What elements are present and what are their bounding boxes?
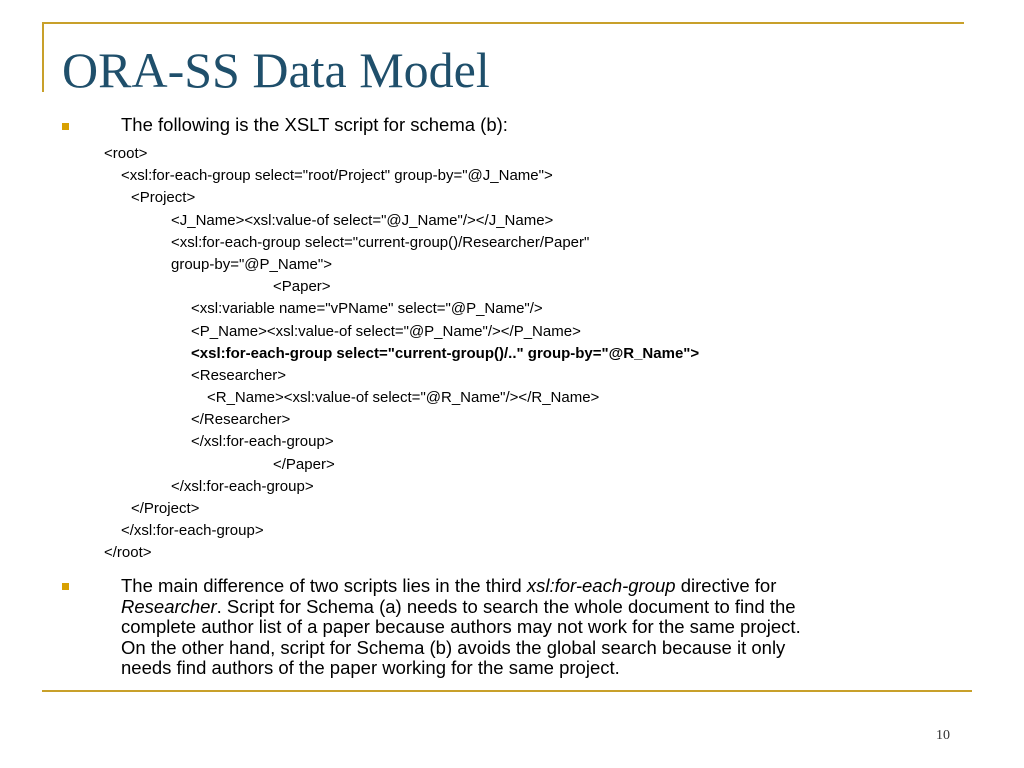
code-line-text: group-by="@P_Name"> xyxy=(171,255,332,273)
code-line xyxy=(0,165,1024,187)
code-line-text: </xsl:for-each-group> xyxy=(171,477,314,495)
code-line xyxy=(0,298,1024,320)
bullet-marker-2 xyxy=(62,583,69,590)
code-line-text: </Paper> xyxy=(273,455,335,473)
note-text: . Script for Schema (a) needs to search the whole document to find the xyxy=(216,595,796,617)
code-line xyxy=(0,498,1024,520)
code-line-text: <Paper> xyxy=(273,278,331,296)
frame-top-line xyxy=(42,22,964,24)
code-line-text: <xsl:for-each-group select="current-group()/Researcher/Paper" xyxy=(171,233,590,251)
bottom-rule xyxy=(42,690,972,692)
code-line xyxy=(0,365,1024,387)
frame-left-line xyxy=(42,22,44,92)
code-line-text: <P_Name><xsl:value-of select="@P_Name"/></P_Name> xyxy=(191,322,581,340)
code-line-text: <xsl:variable name="vPName" select="@P_Name"/> xyxy=(191,300,543,318)
xslt-code-block xyxy=(0,143,1024,565)
code-line-text: </xsl:for-each-group> xyxy=(191,433,334,451)
note-text: The main difference of two scripts lies in the third xyxy=(121,575,527,596)
note-text: directive for xyxy=(675,575,777,596)
note-line-2 xyxy=(121,597,921,618)
code-line xyxy=(0,542,1024,564)
bullet-text-2 xyxy=(121,576,921,679)
code-line-text: <J_Name><xsl:value-of select="@J_Name"/></J_Name> xyxy=(171,211,554,229)
code-line xyxy=(0,520,1024,542)
bullet-marker-1 xyxy=(62,123,69,130)
code-line-text: <xsl:for-each-group select="current-group()/.." group-by="@R_Name"> xyxy=(191,344,700,362)
code-line xyxy=(0,210,1024,232)
code-line xyxy=(0,343,1024,365)
note-italic-term: xsl:for-each-group xyxy=(526,575,676,596)
code-line xyxy=(0,409,1024,431)
code-line-text: <Project> xyxy=(131,189,196,207)
code-line xyxy=(0,476,1024,498)
code-line xyxy=(0,187,1024,209)
code-line xyxy=(0,387,1024,409)
note-line-3: complete author list of a paper because authors may not work for the same project. xyxy=(121,616,801,638)
code-line xyxy=(0,276,1024,298)
code-line-text: </Project> xyxy=(131,500,200,517)
code-line xyxy=(0,454,1024,476)
note-line-1 xyxy=(121,576,921,597)
slide-title: ORA-SS Data Model xyxy=(62,42,490,98)
bullet-text-1: The following is the XSLT script for schema (b): xyxy=(121,114,508,135)
code-line-text: <root> xyxy=(104,145,148,162)
code-line xyxy=(0,143,1024,165)
note-italic-term: Researcher xyxy=(121,595,217,617)
code-line xyxy=(0,431,1024,453)
code-line-text: <R_Name><xsl:value-of select="@R_Name"/></R_Name> xyxy=(207,389,600,407)
page-number: 10 xyxy=(936,728,950,743)
code-line xyxy=(0,254,1024,276)
code-line-text: </xsl:for-each-group> xyxy=(121,522,264,540)
note-line-5: needs find authors of the paper working for the same project. xyxy=(121,657,620,679)
code-line-text: </root> xyxy=(104,544,152,562)
code-line xyxy=(0,321,1024,343)
code-line-text: </Researcher> xyxy=(191,411,291,429)
code-line-text: <xsl:for-each-group select="root/Project" group-by="@J_Name"> xyxy=(121,167,553,185)
code-line-text: <Researcher> xyxy=(191,366,287,384)
note-line-4: On the other hand, script for Schema (b) avoids the global search because it only xyxy=(121,636,786,658)
code-line xyxy=(0,232,1024,254)
